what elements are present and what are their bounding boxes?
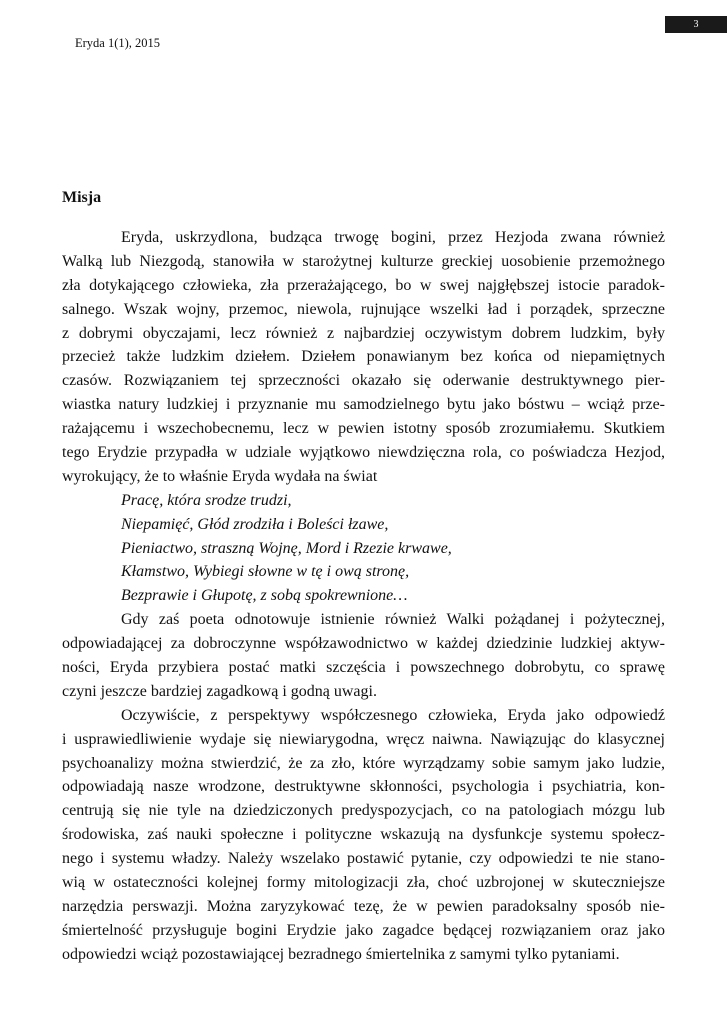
text-line: wyrokujący, że to właśnie Eryda wydała na świat [62,467,378,485]
verse-line: Pracę, która srodze trudzi, [121,491,292,509]
verse-line: Niepamięć, Głód zrodziła i Boleści łzawe, [121,515,389,533]
running-header: Eryda 1(1), 2015 [75,36,161,50]
text-line: centrują się nie tyle na dziedziczonych predyspozycjach, co na patologiach mózgu lub [62,802,665,820]
text-line: tego Erydzie przypadła w udziale wyjątkowo niewdzięczna rola, co poświadcza Hezjod, [62,444,665,462]
text-line: Oczywiście, z perspektywy współczesnego człowieka, Eryda jako odpowiedź [121,706,665,724]
text-line: psychoanalizy można stwierdzić, że za zło, które wyrządzamy sobie samym jako ludzie, [62,754,665,772]
page-number-badge: 3 [665,16,727,33]
text-line: wiastka natury ludzkiej i przyznanie mu samodzielnego bytu jako bóstwu – wciąż prze- [62,396,665,414]
text-line: przecież także ludzkim dziełem. Dziełem ponawianym bez końca od niepamiętnych [62,348,665,366]
paragraph-1 [62,226,665,489]
text-line: zła dotykającego człowieka, zła przerażającego, bo w swej najgłębszej istocie paradok- [62,276,665,294]
text-line: Gdy zaś poeta odnotowuje istnienie również Walki pożądanej i pożytecznej, [121,611,665,629]
text-line: czasów. Rozwiązaniem tej sprzeczności okazało się oderwanie destruktywnego pier- [62,372,665,390]
paragraph-3 [62,704,665,967]
text-line: śmiertelność przysługuje bogini Erydzie jako zagadce będącej rozwiązaniem oraz jako [62,921,665,939]
text-line: Eryda, uskrzydlona, budząca trwogę bogini, przez Hezjoda zwana również [121,229,665,246]
article-body [62,226,665,967]
text-line: ności, Eryda przybiera postać matki szczęścia i powszechnego dobrobytu, co sprawę [62,659,665,677]
text-line: odpowiadającej za dobroczynne współzawodnictwo w każdej dziedzinie ludzkiej aktyw- [62,635,665,653]
text-line: odpowiedzi wciąż pozostawiającej bezradnego śmiertelnika z samymi tylko pytaniami. [62,945,620,963]
text-line: z dobrymi obyczajami, lecz również z najbardziej oczywistym dobrem ludzkim, były [62,324,665,342]
text-line: czyni jeszcze bardziej zagadkową i godną uwagi. [62,682,377,700]
text-line: rażającemu i wszechobecnemu, lecz w pewien istotny sposób zrozumiałemu. Skutkiem [62,420,665,438]
verse-line: Bezprawie i Głupotę, z sobą spokrewnione… [121,587,408,605]
text-line: salnego. Wszak wojny, przemoc, niewola, rujnujące wszelki ład i porządek, sprzeczne [62,300,665,318]
verse-line: Kłamstwo, Wybiegi słowne w tę i ową stronę, [121,563,410,581]
verse-line: Pieniactwo, straszną Wojnę, Mord i Rzezie krwawe, [121,539,452,557]
text-line: środowiska, zaś nauki społeczne i polityczne wskazują na dysfunkcje systemu społecz- [62,826,665,844]
verse-quote [62,489,665,608]
text-line: narzędzia perswazji. Można zaryzykować tezę, że w pewien paradoksalny sposób nie- [62,897,665,915]
section-title: Misja [62,189,102,206]
text-line: i usprawiedliwienie wydaje się niewiarygodna, wręcz naiwna. Nawiązując do klasycznej [62,730,665,748]
paragraph-2 [62,608,665,704]
text-line: wią w ostateczności kolejnej formy mitologizacji zła, choć uzbrojonej w skuteczniejsze [62,874,665,892]
text-line: odpowiadają nasze wrodzone, destruktywne skłonności, psychologia i psychiatria, kon- [62,778,665,796]
text-line: Walką lub Niezgodą, stanowiła w starożytnej kulturze greckiej uosobienie przemożnego [62,252,665,270]
text-line: nego i systemu władzy. Należy wszelako postawić pytanie, czy odpowiedzi te nie stano- [62,850,665,868]
